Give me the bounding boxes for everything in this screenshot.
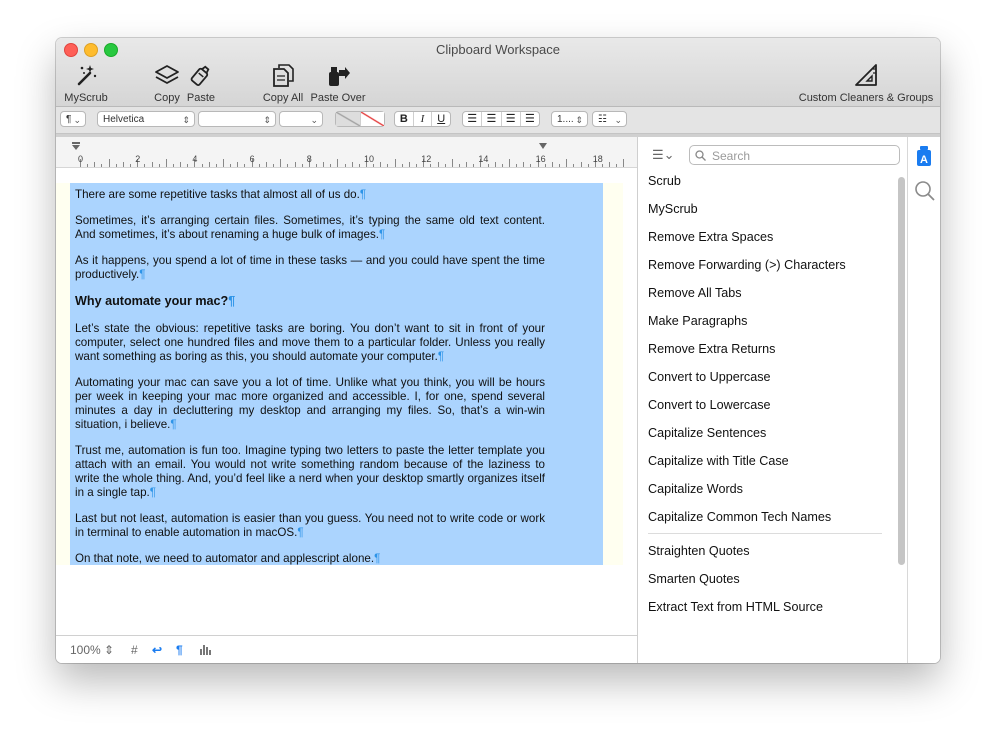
title-bar xyxy=(56,38,940,107)
cleaner-item[interactable]: Scrub xyxy=(648,174,681,188)
ruler-tick xyxy=(223,159,224,167)
align-right-icon[interactable]: ☰ xyxy=(502,112,521,126)
pilcrow-mark: ¶ xyxy=(374,552,381,565)
ruler-tick xyxy=(259,164,260,167)
ruler-tick xyxy=(302,164,303,167)
updown-arrows-icon: ⇕ xyxy=(182,115,190,125)
list-bullets-icon: ☷ xyxy=(598,114,607,125)
ruler-number: 12 xyxy=(421,154,432,164)
copy-button[interactable] xyxy=(150,62,184,104)
triangle-ruler-icon xyxy=(853,62,879,88)
ruler-tick xyxy=(573,164,574,167)
font-family-value: Helvetica xyxy=(103,114,145,125)
cleaner-item[interactable]: Capitalize Words xyxy=(648,482,743,496)
ruler-tick xyxy=(438,162,439,167)
cleaner-item[interactable]: Straighten Quotes xyxy=(648,544,750,558)
ruler-tick xyxy=(330,164,331,167)
ruler-tick xyxy=(173,164,174,167)
magnifier-icon[interactable] xyxy=(914,180,936,202)
font-family-popup[interactable] xyxy=(97,111,195,127)
ruler-tick xyxy=(152,162,153,167)
ruler-number: 18 xyxy=(592,154,603,164)
ruler-tick xyxy=(280,159,281,167)
ruler-tick xyxy=(559,164,560,167)
paste-over-icon xyxy=(325,62,351,88)
copy-label: Copy xyxy=(154,92,180,104)
ruler-tick xyxy=(209,162,210,167)
cleaner-item[interactable]: Capitalize Sentences xyxy=(648,426,767,440)
pilcrow-mark: ¶ xyxy=(170,418,177,431)
zoom-value: 100% xyxy=(70,643,101,657)
translate-icon[interactable] xyxy=(915,145,933,167)
document-text[interactable] xyxy=(75,188,545,578)
layers-icon xyxy=(154,62,180,88)
cleaner-item[interactable]: Remove Extra Returns xyxy=(648,342,776,356)
cleaner-item[interactable]: Convert to Lowercase xyxy=(648,398,771,412)
font-style-popup[interactable] xyxy=(198,111,276,127)
ruler-number: 2 xyxy=(135,154,141,164)
ruler[interactable] xyxy=(56,137,637,168)
ruler-tick xyxy=(94,162,95,167)
ruler-tick xyxy=(287,164,288,167)
underline-button[interactable]: U xyxy=(437,113,446,125)
paragraph-style-value: ¶ xyxy=(66,114,72,125)
paragraph: There are some repetitive tasks that almost all of us do.¶ xyxy=(75,188,367,201)
statistics-icon[interactable] xyxy=(199,643,211,658)
chevron-down-icon: ⌄ xyxy=(614,115,622,125)
pilcrow-mark: ¶ xyxy=(437,350,445,363)
cleaner-item[interactable]: Convert to Uppercase xyxy=(648,370,771,384)
chevron-down-icon: ⌄ xyxy=(310,115,318,125)
pilcrow-mark: ¶ xyxy=(297,526,304,539)
ruler-tick xyxy=(116,164,117,167)
paste-over-label: Paste Over xyxy=(310,92,366,104)
bold-button[interactable]: B xyxy=(395,112,414,126)
ruler-tick xyxy=(380,162,381,167)
ruler-tick xyxy=(87,164,88,167)
ruler-tick xyxy=(101,164,102,167)
ruler-tick xyxy=(616,164,617,167)
font-size-popup[interactable] xyxy=(279,111,323,127)
ruler-tick xyxy=(337,159,338,167)
ruler-tick xyxy=(109,159,110,167)
background-color-well[interactable] xyxy=(361,112,385,126)
pilcrow-mark: ¶ xyxy=(378,228,386,241)
text-color-well[interactable] xyxy=(336,112,361,126)
ruler-tick xyxy=(509,159,510,167)
ruler-tick xyxy=(495,162,496,167)
list-separator xyxy=(648,533,882,534)
text-editor[interactable] xyxy=(56,168,637,635)
paragraph: Sometimes, it’s arranging certain files. Sometimes, it’s typing the same old text content. And sometimes, it’s about renaming a huge bulk of images.¶ xyxy=(75,214,545,241)
ruler-tick xyxy=(237,162,238,167)
ruler-tick xyxy=(166,159,167,167)
format-bar xyxy=(56,107,940,134)
sidebar-scrollbar[interactable] xyxy=(898,177,905,565)
search-field[interactable] xyxy=(689,145,900,165)
pilcrow-mark: ¶ xyxy=(228,294,236,308)
ruler-tick xyxy=(452,159,453,167)
document-page xyxy=(56,183,623,565)
ruler-tick xyxy=(530,164,531,167)
paragraph: Last but not least, automation is easier than you guess. You need not to write code or work in terminal to enable automation in macOS.¶ xyxy=(75,512,545,539)
ruler-tick xyxy=(387,164,388,167)
ruler-tick xyxy=(295,162,296,167)
ruler-tick xyxy=(459,164,460,167)
paragraph: Automating your mac can save you a lot of time. Unlike what you think, you will be hours per week in keeping your mac more organized and accessible. I, for one, spend several minutes a day in decluttering my desktop and arranging my files. So, that’s a win-win situation, i believe.¶ xyxy=(75,376,545,431)
right-margin-marker[interactable] xyxy=(539,143,548,150)
ruler-tick xyxy=(123,162,124,167)
ruler-tick xyxy=(373,164,374,167)
ruler-tick xyxy=(409,162,410,167)
svg-text:A: A xyxy=(920,154,928,166)
ruler-tick xyxy=(623,159,624,167)
cleaner-item[interactable]: MyScrub xyxy=(648,202,698,216)
ruler-tick xyxy=(581,162,582,167)
paragraph: As it happens, you spend a lot of time in these tasks — and you could have spent the time productively.¶ xyxy=(75,254,545,281)
ruler-tick xyxy=(216,164,217,167)
ruler-tick xyxy=(523,162,524,167)
custom-cleaners-button[interactable] xyxy=(798,62,934,104)
align-left-icon[interactable]: ☰ xyxy=(463,112,482,126)
search-icon xyxy=(695,150,706,161)
ruler-tick xyxy=(345,164,346,167)
ruler-tick xyxy=(352,162,353,167)
cleaner-item[interactable]: Remove Forwarding (>) Characters xyxy=(648,258,846,272)
status-bar xyxy=(56,635,637,663)
pilcrow-mark: ¶ xyxy=(149,486,156,499)
list-style-popup[interactable] xyxy=(592,111,627,127)
paste-label: Paste xyxy=(186,92,216,104)
ruler-tick xyxy=(445,164,446,167)
ruler-tick xyxy=(359,164,360,167)
wrap-lines-icon[interactable]: ↩ xyxy=(152,643,163,657)
ruler-tick xyxy=(159,164,160,167)
ruler-tick xyxy=(266,162,267,167)
cleaner-item[interactable]: Extract Text from HTML Source xyxy=(648,600,823,614)
cleaner-item[interactable]: Remove Extra Spaces xyxy=(648,230,774,244)
ruler-number: 0 xyxy=(78,154,84,164)
pilcrow-mark: ¶ xyxy=(139,268,146,281)
copy-all-button[interactable] xyxy=(260,62,306,104)
search-input[interactable] xyxy=(710,148,894,164)
ruler-tick xyxy=(473,164,474,167)
text-style-segment xyxy=(394,111,451,127)
glue-bottle-icon xyxy=(188,62,214,88)
updown-arrows-icon: ⇕ xyxy=(263,115,271,125)
color-wells xyxy=(335,111,385,127)
paragraph: On that note, we need to automator and applescript alone.¶ xyxy=(75,552,381,565)
copy-all-label: Copy All xyxy=(262,92,304,104)
ruler-number: 10 xyxy=(364,154,375,164)
cleaner-item[interactable]: Smarten Quotes xyxy=(648,572,740,586)
documents-icon xyxy=(270,62,296,88)
align-justify-icon[interactable]: ☰ xyxy=(524,113,535,125)
word-count-button[interactable]: # xyxy=(131,643,138,657)
show-invisibles-icon[interactable]: ¶ xyxy=(176,643,183,657)
ruler-tick xyxy=(316,164,317,167)
paste-over-button[interactable] xyxy=(308,62,368,104)
ruler-tick xyxy=(323,162,324,167)
paste-button[interactable] xyxy=(184,62,218,104)
cleaner-item[interactable]: Remove All Tabs xyxy=(648,286,742,300)
ruler-tick xyxy=(502,164,503,167)
chevron-down-icon: ⌄ xyxy=(73,115,81,125)
ruler-number: 8 xyxy=(306,154,312,164)
ruler-tick xyxy=(130,164,131,167)
cleaner-item[interactable]: Capitalize with Title Case xyxy=(648,454,789,468)
custom-cleaners-label: Custom Cleaners & Groups xyxy=(798,92,934,104)
ruler-number: 6 xyxy=(249,154,255,164)
ruler-tick xyxy=(602,164,603,167)
italic-button[interactable]: I xyxy=(414,112,433,126)
ruler-tick xyxy=(202,164,203,167)
ruler-tick xyxy=(588,164,589,167)
align-center-icon[interactable]: ☰ xyxy=(482,112,501,126)
ruler-tick xyxy=(395,159,396,167)
heading: Why automate your mac?¶ xyxy=(75,294,236,308)
myscrub-label: MyScrub xyxy=(64,92,108,104)
ruler-tick xyxy=(230,164,231,167)
ruler-number: 14 xyxy=(478,154,489,164)
side-rail xyxy=(907,137,940,663)
ruler-tick xyxy=(244,164,245,167)
updown-arrows-icon: ⇕ xyxy=(104,643,115,657)
magic-wand-icon xyxy=(73,62,99,88)
app-window xyxy=(56,38,940,663)
ruler-tick xyxy=(273,164,274,167)
ruler-number: 16 xyxy=(535,154,546,164)
first-line-indent-marker[interactable] xyxy=(71,142,81,151)
line-spacing-value: 1.... xyxy=(557,114,574,125)
ruler-tick xyxy=(566,159,567,167)
cleaner-item[interactable]: Capitalize Common Tech Names xyxy=(648,510,832,524)
window-title: Clipboard Workspace xyxy=(435,42,561,57)
ruler-tick xyxy=(430,164,431,167)
alignment-segment xyxy=(462,111,540,127)
list-view-menu-icon[interactable]: ☰⌄ xyxy=(652,147,675,162)
updown-arrows-icon: ⇕ xyxy=(575,115,583,125)
ruler-tick xyxy=(402,164,403,167)
cleaners-sidebar xyxy=(637,137,908,663)
ruler-tick xyxy=(488,164,489,167)
ruler-tick xyxy=(144,164,145,167)
ruler-tick xyxy=(552,162,553,167)
zoom-popup[interactable] xyxy=(70,643,114,657)
paragraph: Trust me, automation is fun too. Imagine typing two letters to paste the letter template you attach with an email. You would not write something random because of the laziness to write the whole thing. And, you’d feel like a nerd when your desktop smartly organizes itself in a single tap.¶ xyxy=(75,444,545,499)
ruler-tick xyxy=(545,164,546,167)
cleaner-item[interactable]: Make Paragraphs xyxy=(648,314,748,328)
ruler-tick xyxy=(416,164,417,167)
ruler-number: 4 xyxy=(192,154,198,164)
paragraph-style-popup[interactable] xyxy=(60,111,86,127)
ruler-tick xyxy=(466,162,467,167)
paragraph: Let’s state the obvious: repetitive tasks are boring. You don’t want to sit in front of your computer, select one hundred files and move them to a particular folder. Unless you really want something as boring as this, you should automate your computer.¶ xyxy=(75,322,545,363)
ruler-tick xyxy=(180,162,181,167)
ruler-tick xyxy=(187,164,188,167)
line-spacing-popup[interactable] xyxy=(551,111,588,127)
pilcrow-mark: ¶ xyxy=(359,188,367,201)
ruler-tick xyxy=(516,164,517,167)
myscrub-button[interactable] xyxy=(64,62,108,104)
ruler-tick xyxy=(609,162,610,167)
